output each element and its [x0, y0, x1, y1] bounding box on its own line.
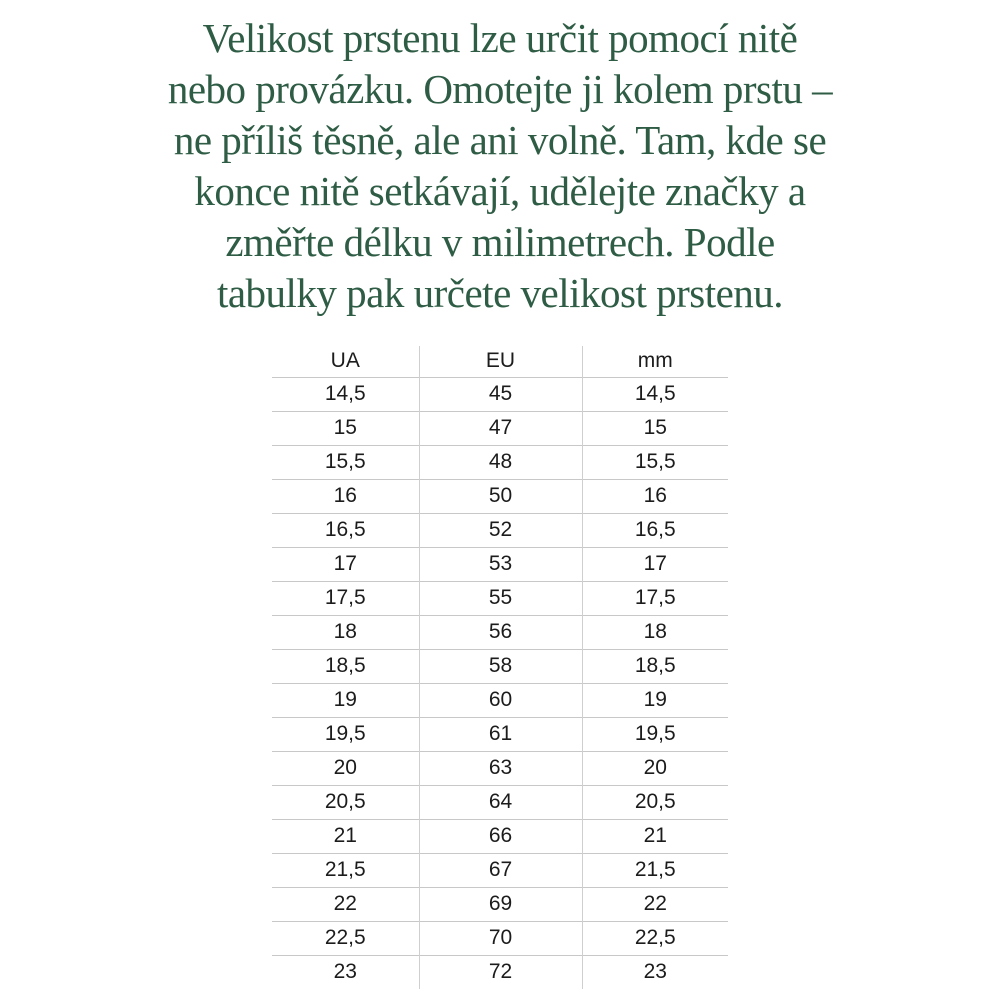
table-cell-mm: 21,5: [634, 858, 676, 881]
table-cell-eu: 55: [419, 581, 582, 615]
table-row: [272, 547, 728, 581]
table-cell-mm: 23: [643, 960, 667, 984]
column-header-eu: EU: [419, 346, 582, 377]
table-cell-eu: 45: [419, 377, 582, 411]
table-row: [272, 479, 728, 513]
table-cell-eu: 70: [419, 921, 582, 955]
table-cell-ua: 20,5: [324, 790, 366, 813]
table-cell-mm: 21: [643, 824, 667, 847]
table-cell-eu: 72: [419, 955, 582, 989]
table-cell-ua: 15: [333, 416, 357, 439]
table-cell-mm: 19,5: [634, 722, 676, 745]
ring-size-table: [272, 346, 728, 989]
table-cell-eu: 52: [419, 513, 582, 547]
intro-line: změřte délku v milimetrech. Podle: [225, 219, 775, 265]
table-cell-mm: 17,5: [634, 586, 676, 609]
table-cell-eu: 64: [419, 785, 582, 819]
table-header-row: [272, 346, 728, 377]
table-row: [272, 615, 728, 649]
table-row: [272, 751, 728, 785]
table-cell-eu: 66: [419, 819, 582, 853]
table-row: [272, 819, 728, 853]
intro-line: ne příliš těsně, ale ani volně. Tam, kde se: [173, 117, 827, 163]
table-cell-mm: 17: [643, 552, 667, 575]
table-row: [272, 411, 728, 445]
table-cell-mm: 20: [643, 756, 667, 779]
column-header-ua: UA: [330, 349, 360, 373]
table-cell-ua: 23: [333, 960, 357, 984]
table-row: [272, 513, 728, 547]
table-cell-eu: 56: [419, 615, 582, 649]
table-row: [272, 853, 728, 887]
table-cell-eu: 53: [419, 547, 582, 581]
table-cell-ua: 17: [333, 552, 357, 575]
table-cell-ua: 22: [333, 892, 357, 915]
table-cell-ua: 16,5: [324, 518, 366, 541]
table-cell-ua: 19,5: [324, 722, 366, 745]
table-cell-eu: 47: [419, 411, 582, 445]
table-row: [272, 581, 728, 615]
table-cell-eu: 63: [419, 751, 582, 785]
table-row: [272, 377, 728, 411]
table-cell-ua: 22,5: [324, 926, 366, 949]
table-cell-eu: 60: [419, 683, 582, 717]
table-cell-ua: 21: [333, 824, 357, 847]
table-row: [272, 921, 728, 955]
table-row: [272, 955, 728, 989]
table-cell-ua: 18: [333, 620, 357, 643]
table-cell-mm: 22,5: [634, 926, 676, 949]
intro-line: konce nitě setkávají, udělejte značky a: [194, 168, 806, 214]
table-cell-mm: 18: [643, 620, 667, 643]
table-cell-eu: 48: [419, 445, 582, 479]
table-row: [272, 717, 728, 751]
table-cell-ua: 14,5: [324, 382, 366, 405]
intro-line: tabulky pak určete velikost prstenu.: [216, 270, 784, 316]
table-row: [272, 445, 728, 479]
table-cell-eu: 50: [419, 479, 582, 513]
table-cell-eu: 67: [419, 853, 582, 887]
intro-line: nebo provázku. Omotejte ji kolem prstu –: [167, 66, 833, 112]
table-cell-mm: 16: [643, 484, 667, 507]
table-cell-ua: 15,5: [324, 450, 366, 473]
intro-line: Velikost prstenu lze určit pomocí nitě: [202, 15, 798, 61]
column-header-mm: mm: [637, 349, 673, 373]
table-row: [272, 887, 728, 921]
table-row: [272, 785, 728, 819]
table-cell-ua: 18,5: [324, 654, 366, 677]
table-cell-mm: 19: [643, 688, 667, 711]
table-row: [272, 649, 728, 683]
table-cell-mm: 18,5: [634, 654, 676, 677]
table-cell-mm: 14,5: [634, 382, 676, 405]
table-cell-mm: 15: [643, 416, 667, 439]
table-cell-eu: 58: [419, 649, 582, 683]
table-cell-eu: 69: [419, 887, 582, 921]
table-cell-eu: 61: [419, 717, 582, 751]
table-cell-mm: 20,5: [634, 790, 676, 813]
table-cell-mm: 22: [643, 892, 667, 915]
table-cell-ua: 19: [333, 688, 357, 711]
table-cell-mm: 15,5: [634, 450, 676, 473]
table-row: [272, 683, 728, 717]
table-cell-ua: 17,5: [324, 586, 366, 609]
table-cell-ua: 16: [333, 484, 357, 507]
table-cell-ua: 21,5: [324, 858, 366, 881]
table-cell-ua: 20: [333, 756, 357, 779]
table-cell-mm: 16,5: [634, 518, 676, 541]
intro-text: [0, 0, 1000, 319]
